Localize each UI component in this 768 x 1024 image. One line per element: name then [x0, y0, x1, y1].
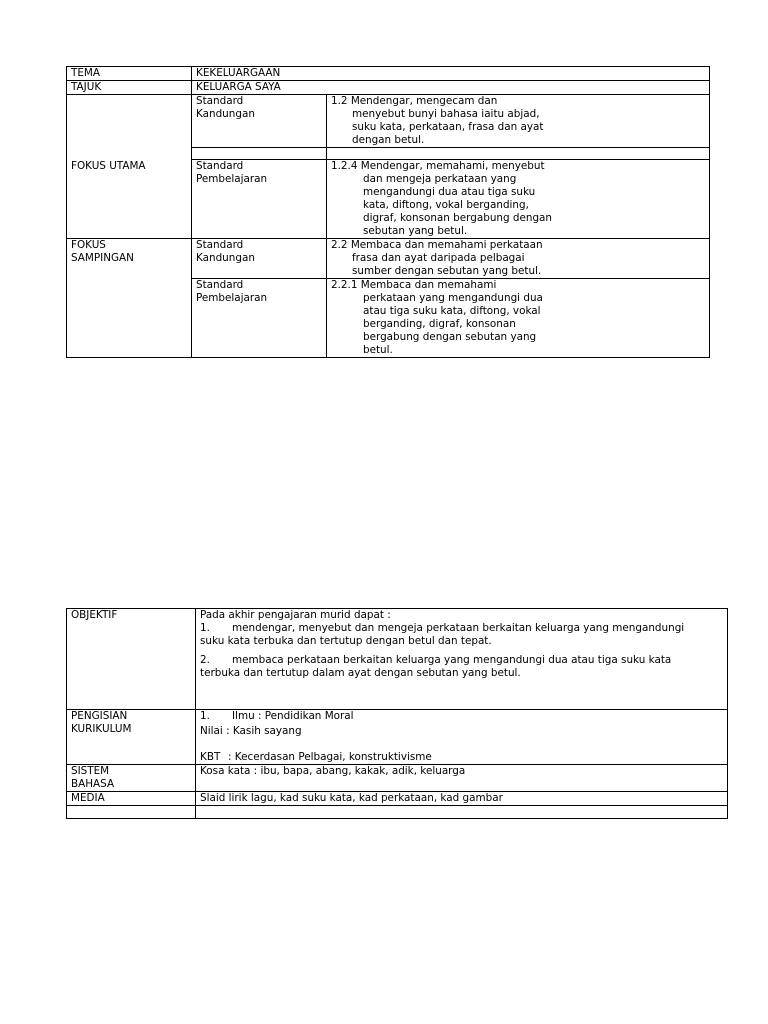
fu-sp-label-1: Standard: [196, 160, 244, 172]
media-label: MEDIA: [67, 792, 196, 806]
ilmu-num: 1.: [200, 710, 210, 722]
fu-sk-line: menyebut bunyi bahasa iaitu abjad,: [352, 108, 540, 120]
fu-sp-line: kata, diftong, vokal berganding,: [363, 199, 529, 211]
tajuk-label: TAJUK: [67, 81, 192, 95]
fu-sk-first: 1.2 Mendengar, mengecam dan: [331, 95, 498, 107]
objektif-row: [67, 609, 728, 710]
pengisian-label-1: PENGISIAN: [71, 710, 128, 722]
fs-sk-line: sumber dengan sebutan yang betul.: [352, 265, 542, 277]
pengisian-content: [196, 710, 728, 765]
sistem-bahasa-label: [67, 765, 196, 792]
fs-sp-content: [327, 279, 710, 358]
objektif-item-1-text-a: mendengar, menyebut dan mengeja perkataan berkaitan keluarga yang mengandungi: [232, 622, 685, 634]
fu-empty-cell-2: [327, 148, 710, 160]
fu-empty-cell-1: [192, 148, 327, 160]
fu-sk-line: suku kata, perkataan, frasa dan ayat: [352, 121, 544, 133]
fu-sp-content: [327, 160, 710, 239]
tema-label: TEMA: [67, 67, 192, 81]
pengisian-row: [67, 710, 728, 765]
fs-sp-label-2: Pembelajaran: [196, 292, 268, 304]
fu-sk-label-1: Standard: [196, 95, 244, 107]
fu-sp-label-2: Pembelajaran: [196, 173, 268, 185]
fs-sk-line: frasa dan ayat daripada pelbagai: [352, 252, 525, 264]
kbt-line: [200, 751, 723, 764]
fokus-table: [66, 66, 710, 358]
media-row: [67, 792, 728, 806]
tajuk-value: KELUARGA SAYA: [192, 81, 710, 95]
objektif-item-1-text-b: suku kata terbuka dan tertutup dengan betul dan tepat.: [200, 635, 492, 647]
fs-sk-first: 2.2 Membaca dan memahami perkataan: [331, 239, 543, 251]
objektif-intro: Pada akhir pengajaran murid dapat :: [200, 609, 391, 621]
fu-sp-label: [192, 160, 327, 239]
fs-sk-label-1: Standard: [196, 239, 244, 251]
tema-value: KEKELUARGAAN: [192, 67, 710, 81]
ilmu-text: Ilmu : Pendidikan Moral: [232, 710, 354, 722]
fokus-utama-label: [67, 95, 192, 239]
fu-sk-label-2: Kandungan: [196, 108, 255, 120]
kbt-text: : Kecerdasan Pelbagai, konstruktivisme: [228, 751, 432, 763]
fu-sp-first: 1.2.4 Mendengar, memahami, menyebut: [331, 160, 545, 172]
fu-sp-line: digraf, konsonan bergabung dengan: [363, 212, 553, 224]
pengisian-label: [67, 710, 196, 765]
fs-sk-content: [327, 239, 710, 279]
fu-sk-content: [327, 95, 710, 148]
sistem-bahasa-row: [67, 765, 728, 792]
fokus-utama-sk-row: [67, 95, 710, 148]
nilai-text: Nilai : Kasih sayang: [200, 725, 302, 737]
fokus-sampingan-sk-row: [67, 239, 710, 279]
sistem-bahasa-label-1: SISTEM: [71, 765, 110, 777]
objektif-item-2-text-a: membaca perkataan berkaitan keluarga yang mengandungi dua atau tiga suku kata: [232, 654, 672, 666]
media-value: Slaid lirik lagu, kad suku kata, kad perkataan, kad gambar: [196, 792, 728, 806]
objektif-content: [196, 609, 728, 710]
sistem-bahasa-value: Kosa kata : ibu, bapa, abang, kakak, adik, keluarga: [196, 765, 728, 792]
tema-row: [67, 67, 710, 81]
fs-sk-label-2: Kandungan: [196, 252, 255, 264]
fu-sp-line: mengandungi dua atau tiga suku: [363, 186, 536, 198]
objektif-item-2: [200, 654, 723, 667]
fu-sk-line: dengan betul.: [352, 134, 425, 146]
tajuk-row: [67, 81, 710, 95]
ilmu-line: [200, 710, 723, 723]
kbt-label: KBT: [200, 751, 221, 763]
fokus-utama-label-text: FOKUS UTAMA: [71, 160, 146, 172]
fokus-sampingan-label: [67, 239, 192, 358]
fokus-sampingan-label-2: SAMPINGAN: [71, 252, 134, 264]
empty-row: [67, 806, 728, 819]
fs-sp-label: [192, 279, 327, 358]
objektif-item-1: [200, 622, 723, 635]
fs-sp-line: bergabung dengan sebutan yang: [363, 331, 537, 343]
empty-cell-2: [196, 806, 728, 819]
fu-sk-label: [192, 95, 327, 148]
fs-sp-line: atau tiga suku kata, diftong, vokal: [363, 305, 541, 317]
objektif-item-2-text-b: terbuka dan tertutup dalam ayat dengan sebutan yang betul.: [200, 667, 521, 679]
objektif-item-2-num: 2.: [200, 654, 210, 666]
empty-cell-1: [67, 806, 196, 819]
pengisian-label-2: KURIKULUM: [71, 723, 132, 735]
fu-sp-line: dan mengeja perkataan yang: [363, 173, 517, 185]
fs-sp-line: betul.: [363, 344, 393, 356]
fokus-sampingan-label-1: FOKUS: [71, 239, 106, 251]
fs-sp-label-1: Standard: [196, 279, 244, 291]
fs-sp-first: 2.2.1 Membaca dan memahami: [331, 279, 497, 291]
fu-sp-line: sebutan yang betul.: [363, 225, 468, 237]
sistem-bahasa-label-2: BAHASA: [71, 778, 115, 790]
fs-sp-line: perkataan yang mengandungi dua: [363, 292, 543, 304]
fs-sk-label: [192, 239, 327, 279]
objektif-label: OBJEKTIF: [67, 609, 196, 710]
objektif-item-1-num: 1.: [200, 622, 210, 634]
fs-sp-line: berganding, digraf, konsonan: [363, 318, 516, 330]
objektif-table: [66, 608, 728, 819]
